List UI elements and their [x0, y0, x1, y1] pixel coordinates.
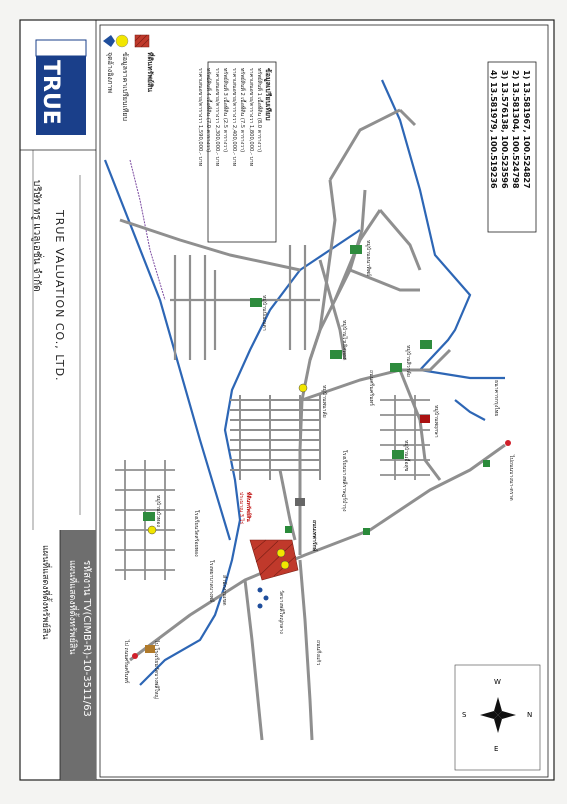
coordinate-1: 1) 13.581967, 100.524827	[522, 70, 531, 189]
comparable-line-5: ทรัพย์สินที่ 3 เนื้อที่ดิน (2.5 ตารางวา)	[222, 68, 229, 153]
label-village-2: หมู่บ้านปัณณดา	[261, 295, 267, 331]
label-road-3: ถนนศรีนครินทร์	[368, 370, 374, 406]
label-right-end: ไปถนนบางนา-ตราด	[508, 455, 514, 501]
comparable-line-2: ราคาเสนอขาย/ตารางวา 1,800,000.- บาท	[248, 68, 254, 167]
company-name-en: TRUE VALUATION CO., LTD.	[53, 210, 66, 382]
label-hospital: โรงพยาบาลบางพลี	[208, 560, 214, 603]
label-left-top-2: ไป โรงเรียนวัดบางพลีใหญ่	[153, 640, 159, 699]
label-left-top: ไป ถนนศรีนครินทร์	[123, 640, 129, 684]
label-bank: ธนาคารกรุงไทย	[493, 380, 499, 417]
legend-swatches	[103, 35, 149, 47]
label-subject: ที่ดินทรัพย์สิน	[245, 492, 251, 522]
coordinate-2: 2) 13.581304, 100.524798	[511, 70, 520, 189]
label-road-main: ถนนเทพารักษ์	[311, 520, 317, 552]
label-village-6: หมู่บ้านเอื้อสุข	[403, 440, 409, 472]
label-village-4: หมู่บ้านสิวาลัย	[405, 345, 411, 377]
label-village-3: หมู่บ้านไวเลิศทอง	[341, 320, 347, 360]
comparable-line-8: ราคาเสนอขาย/ตารางวา 1,590,000.- บาท	[197, 68, 203, 167]
label-village-5: หมู่บ้านพฤกษา	[433, 405, 439, 438]
map-title-secondary: แผนที่แสดงที่ตั้งทรัพย์สิน	[40, 545, 50, 640]
label-village-1: หมู่บ้านธนาทิพย์	[365, 240, 371, 277]
label-village-7: หมู่บ้านพนาลัย	[321, 385, 327, 418]
compass-s: S	[462, 711, 467, 719]
legend-comparable: ข้อมูลราคาเปรียบเทียบ	[121, 52, 129, 121]
comparable-line-3: ทรัพย์สินที่ 2 เนื้อที่ดิน (7.5 ตารางวา)	[239, 68, 246, 153]
company-name-th: บริษัท ทรู แวลูเอชั่น จำกัด	[31, 180, 42, 292]
yellow-circle-icon	[116, 35, 128, 47]
comparable-line-6: ราคาเสนอขาย/ตารางวา 2,300,000.- บาท	[214, 68, 220, 167]
label-office: สำนักงานเขต	[221, 575, 227, 606]
logo-text: TRUE	[38, 60, 63, 125]
comparable-line-7: ทรัพย์สินที่ 4 เนื้อที่ดิน (7.0 ตารางวา)	[205, 68, 212, 153]
comparables-text	[196, 68, 273, 166]
compass-n: N	[527, 711, 533, 719]
job-code: รหัสงาน TV(CIMB-R)-10-3511/63	[81, 560, 92, 717]
label-road-2: ถนนกิ่งแก้ว	[315, 640, 321, 666]
comparables-heading: ข้อมูลเปรียบเทียบ	[264, 68, 272, 121]
label-subject-sub: ประมาณ 3 ไร่	[238, 492, 244, 525]
map-title: แผนที่แสดงที่ตั้งทรัพย์สิน	[67, 560, 77, 655]
legend-reference: จุดอ้างอิงภาพ	[106, 52, 114, 93]
legend-subject: ที่ดินทรัพย์สิน	[146, 52, 154, 93]
compass-w: W	[494, 678, 501, 686]
comparable-line-4: ราคาเสนอขาย/ตารางวา 2,400,000.- บาท	[231, 68, 237, 167]
comparable-line-1: ทรัพย์สินที่ 1 เนื้อที่ดิน (8.0 ตารางวา)	[256, 68, 263, 153]
coordinates-list	[488, 70, 532, 189]
label-temple: วัดบางพลีใหญ่กลาง	[278, 590, 284, 634]
coordinate-4: 4) 13.581979, 100.519236	[489, 70, 498, 189]
compass-e: E	[494, 745, 499, 753]
label-school-2: โรงเรียนวัดสร้อยทอง	[193, 510, 199, 557]
label-village-8: หมู่บ้านบัวทอง	[155, 495, 161, 527]
label-school-1: โรงเรียนบางพลีราษฎร์บำรุง	[341, 450, 347, 512]
true-logo	[36, 40, 86, 135]
coordinate-3: 3) 13.576138, 100.523596	[500, 70, 509, 189]
